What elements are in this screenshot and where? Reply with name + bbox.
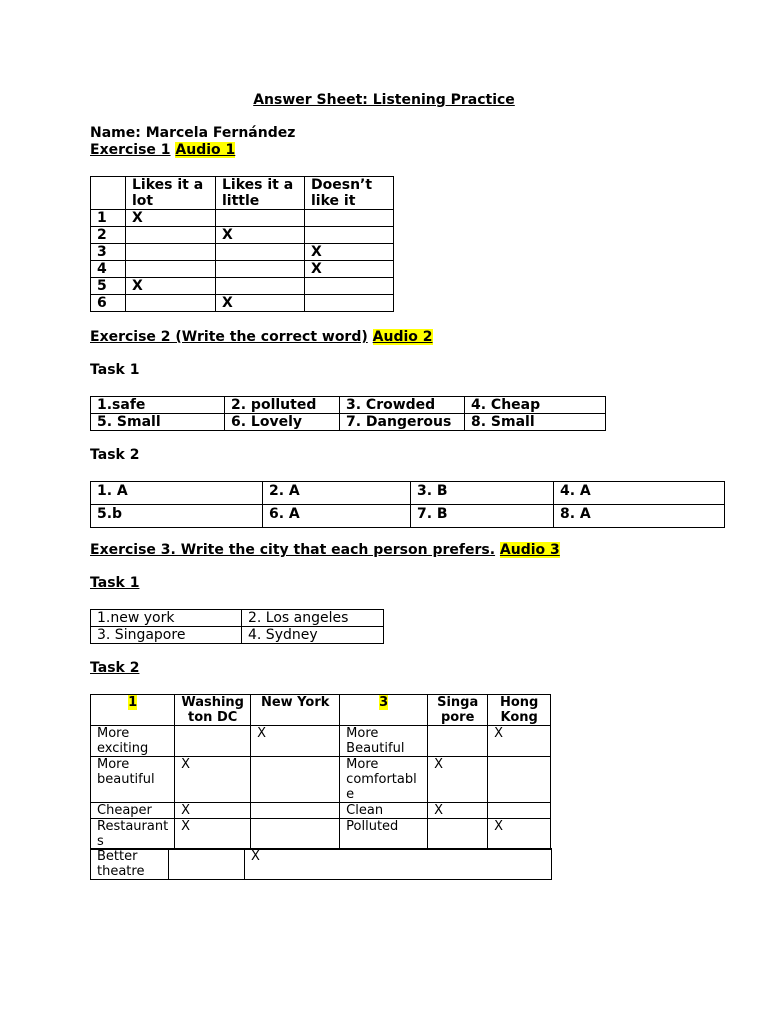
answer-cell: 3. Crowded [340,397,465,414]
row-number: 5 [91,278,126,295]
answer-cell: X [216,227,305,244]
header-cell [91,695,175,726]
answer-cell: 5. Small [91,414,225,431]
answer-cell: X [126,210,216,227]
answer-cell: X [428,803,488,819]
answer-cell: 6. Lovely [225,414,340,431]
exercise-2-task-1-label: Task 1 [90,362,140,378]
header-number-highlight: 3 [379,695,389,710]
answer-cell: 2. A [263,482,411,505]
header-cell [340,695,428,726]
header-cell: Singa pore [428,695,488,726]
answer-cell: X [488,819,551,850]
exercise-3-heading [90,542,560,558]
criteria-cell: Restaurant s [91,819,175,850]
exercise-2-task-2-table [90,481,725,528]
table-row [91,757,551,803]
exercise-3-task-1-table [90,609,384,644]
header-cell: Hong Kong [488,695,551,726]
answer-cell [305,278,394,295]
answer-cell [126,227,216,244]
answer-cell [428,819,488,850]
exercise-2-task-2-label: Task 2 [90,447,140,463]
answer-cell [251,819,340,850]
header-number-highlight: 1 [128,695,138,710]
row-number: 6 [91,295,126,312]
header-cell: New York [251,695,340,726]
header-cell: Likes it a little [216,177,305,210]
answer-cell: X [488,726,551,757]
table-row [91,505,725,528]
answer-cell: 3. B [411,482,554,505]
table-row [91,849,552,880]
answer-cell [251,757,340,803]
answer-cell: 2. polluted [225,397,340,414]
exercise-1-table [90,176,394,312]
criteria-cell: Cheaper [91,803,175,819]
table-row [91,726,551,757]
table-row [91,397,606,414]
table-row [91,819,551,850]
answer-cell [305,295,394,312]
table-row [91,627,384,644]
exercise-3-task-2-table [90,694,551,850]
header-cell: Washing ton DC [175,695,251,726]
table-row [91,261,394,278]
header-cell [91,177,126,210]
exercise-2-heading [90,329,433,345]
answer-cell [169,849,245,880]
answer-cell: 8. A [554,505,725,528]
row-number: 2 [91,227,126,244]
exercise-2-audio-link[interactable]: Audio 2 [372,329,433,345]
answer-cell: 6. A [263,505,411,528]
criteria-cell: More Beautiful [340,726,428,757]
answer-cell: X [305,261,394,278]
table-row [91,278,394,295]
exercise-3-task-2-label: Task 2 [90,660,140,676]
answer-cell: 1.new york [91,610,242,627]
row-number: 3 [91,244,126,261]
exercise-1-audio-link[interactable]: Audio 1 [175,142,236,158]
answer-cell [216,210,305,227]
answer-cell [251,803,340,819]
answer-cell [126,295,216,312]
answer-cell [305,210,394,227]
answer-cell: 3. Singapore [91,627,242,644]
answer-cell: 4. A [554,482,725,505]
answer-cell: X [251,726,340,757]
answer-cell: X [305,244,394,261]
answer-cell [175,726,251,757]
answer-cell: 4. Sydney [242,627,384,644]
page-title: Answer Sheet: Listening Practice [253,92,515,108]
student-name: Name: Marcela Fernández [90,125,296,141]
answer-cell: X [175,803,251,819]
answer-cell [126,244,216,261]
table-header-row [91,695,551,726]
table-row [91,482,725,505]
table-row [91,244,394,261]
answer-cell: 2. Los angeles [242,610,384,627]
criteria-cell: More exciting [91,726,175,757]
criteria-cell: Clean [340,803,428,819]
answer-cell [126,261,216,278]
answer-cell: 8. Small [465,414,606,431]
answer-cell: X [245,849,552,880]
answer-cell: X [175,819,251,850]
exercise-3-label: Exercise 3. Write the city that each person prefers. [90,542,496,558]
answer-cell: X [216,295,305,312]
row-number: 4 [91,261,126,278]
exercise-3-task-1-label: Task 1 [90,575,140,591]
answer-cell [216,261,305,278]
exercise-1-label: Exercise 1 [90,142,171,158]
header-cell: Doesn’t like it [305,177,394,210]
answer-cell: 4. Cheap [465,397,606,414]
answer-cell: 1. A [91,482,263,505]
exercise-2-label: Exercise 2 (Write the correct word) [90,329,368,345]
exercise-3-audio-link[interactable]: Audio 3 [499,542,560,558]
answer-cell [488,803,551,819]
answer-cell [216,244,305,261]
exercise-2-task-1-table [90,396,606,431]
header-cell: Likes it a lot [126,177,216,210]
answer-cell [305,227,394,244]
table-row [91,210,394,227]
answer-cell: X [175,757,251,803]
answer-cell: 7. B [411,505,554,528]
answer-cell: 7. Dangerous [340,414,465,431]
table-header-row [91,177,394,210]
exercise-1-heading [90,142,235,158]
table-row [91,295,394,312]
table-row [91,414,606,431]
answer-cell [488,757,551,803]
answer-cell: 5.b [91,505,263,528]
criteria-cell: Better theatre [91,849,169,880]
answer-cell [216,278,305,295]
answer-cell: 1.safe [91,397,225,414]
answer-cell: X [126,278,216,295]
answer-cell: X [428,757,488,803]
row-number: 1 [91,210,126,227]
criteria-cell: More comfortabl e [340,757,428,803]
exercise-3-task-2-extra-row [90,848,552,880]
table-row [91,803,551,819]
criteria-cell: More beautiful [91,757,175,803]
table-row [91,610,384,627]
table-row [91,227,394,244]
answer-cell [428,726,488,757]
criteria-cell: Polluted [340,819,428,850]
